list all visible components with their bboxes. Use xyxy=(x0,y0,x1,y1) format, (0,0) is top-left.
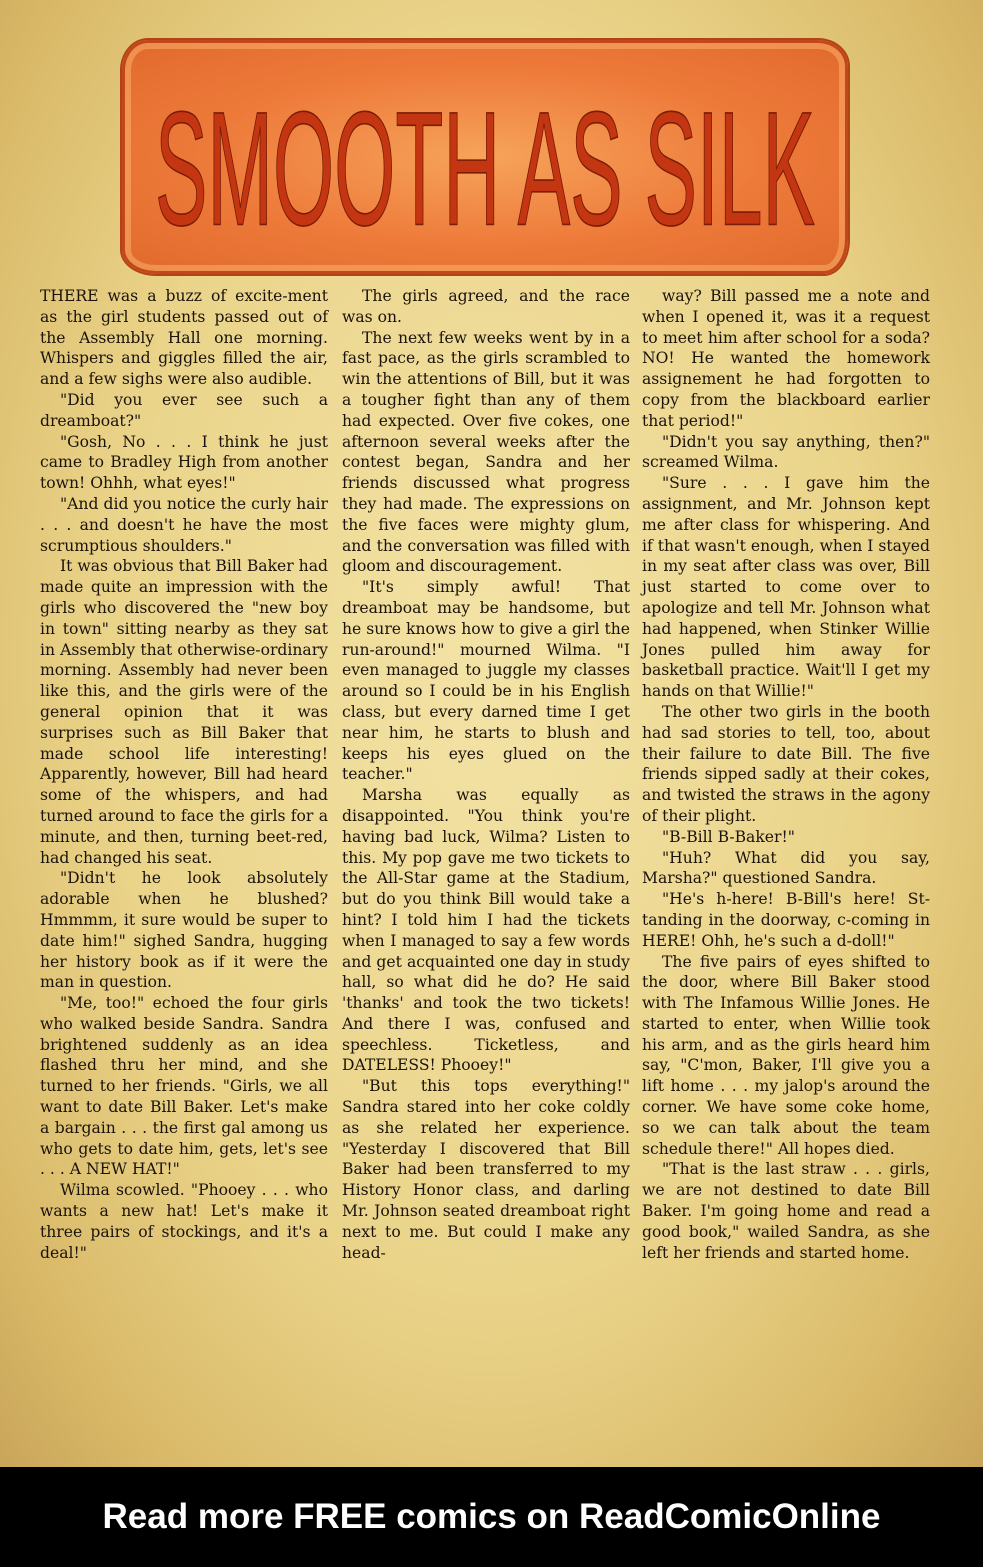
title-banner xyxy=(122,40,848,274)
story-paragraph: The next few weeks went by in a fast pace, as the girls scrambled to win the attentions of Bill, but it was a tougher fight than any of them had expected. Over five cokes, one afternoon several weeks after the contest began, Sandra and her friends discussed what progress they had made. The expressions on the five faces were mighty glum, and the conversation was filled with gloom and discouragement. xyxy=(342,328,630,576)
story-paragraph: "B-Bill B-Baker!" xyxy=(662,827,795,846)
story-paragraph: The other two girls in the booth had sad stories to tell, too, about their failure to date Bill. The five friends sipped sadly at their cokes, and twisted the straws in the agony of their plight. xyxy=(642,702,930,825)
footer-text[interactable]: Read more FREE comics on ReadComicOnline xyxy=(102,1497,881,1536)
story-paragraph: "Gosh, No . . . I think he just came to Bradley High from another town! Ohhh, what eyes!" xyxy=(40,432,328,493)
story-paragraph: way? Bill passed me a note and when I opened it, was it a request to meet him after school for a soda? NO! He wanted the homework assignement he had forgotten to copy from the blackboard earlier that period!" xyxy=(642,287,930,430)
story-paragraph: The girls agreed, and the race was on. xyxy=(342,287,630,326)
story-paragraph: It was obvious that Bill Baker had made quite an impression with the girls who discovered the "new boy in town" sitting nearby as they sat in Assembly that otherwise-ordinary morning. Assembly had never been like this, and the girls were of the general opinion that it was surprises such as Bill Baker that made school life interesting! Apparently, however, Bill had heard some of the whispers, and had turned around to face the girls for a minute, and then, turning beet-red, had changed his seat. xyxy=(40,557,328,867)
story-paragraph: "Did you ever see such a dreamboat?" xyxy=(40,390,328,430)
story-paragraph: "Sure . . . I gave him the assignment, and Mr. Johnson kept me after class for whispering. And if that wasn't enough, when I stayed in my seat after class was over, Bill just started to come over to apologize and tell Mr. Johnson what had happened, when Stinker Willie Jones pulled him away for basketball practice. Wait'll I get my hands on that Willie!" xyxy=(642,474,930,701)
title-banner-art xyxy=(125,43,845,271)
story-paragraph: "That is the last straw . . . girls, we are not destined to date Bill Baker. I'm going home and read a good book," wailed Sandra, as she left her friends and started home. xyxy=(642,1160,930,1262)
text-column-1 xyxy=(40,286,328,1263)
story-paragraph: "Didn't he look absolutely adorable when he blushed? Hmmmm, it sure would be super to date him!" sighed Sandra, hugging her history book as if it were the man in question. xyxy=(40,869,328,992)
story-paragraph: "It's simply awful! That dreamboat may be handsome, but he sure knows how to give a girl the run-around!" mourned Wilma. "I even managed to juggle my classes around so I could be in his English class, but every darned time I get near him, he starts to blush and keeps his eyes glued on the teacher." xyxy=(342,578,630,784)
story-paragraph: "Didn't you say anything, then?" screamed Wilma. xyxy=(642,432,930,472)
story-paragraph: The five pairs of eyes shifted to the door, where Bill Baker stood with The Infamous Willie Jones. He started to enter, when Willie took his arm, and as the girls heard him say, "C'mon, Baker, I'll give you a lift home . . . my jalop's around the corner. We have some coke home, so we can talk about the team schedule there!" All hopes died. xyxy=(642,952,930,1158)
story-paragraph: "Huh? What did you say, Marsha?" questioned Sandra. xyxy=(642,848,930,888)
text-column-2 xyxy=(342,286,630,1263)
story-paragraph: "He's h-here! B-Bill's here! St-tanding in the doorway, c-coming in HERE! Ohh, he's such a d-doll!" xyxy=(642,890,930,950)
story-title: SMOOTH AS SILK xyxy=(154,79,815,260)
story-paragraph: Marsha was equally as disappointed. "You think you're having bad luck, Wilma? Listen to this. My pop gave me two tickets to the All-Star game at the Stadium, but do you think Bill would take a hint? I told him I had the tickets when I managed to say a few words and get acquainted one day in study hall, so what did he do? He said 'thanks' and took the two tickets! And there I was, confused and speechless. Ticketless, and DATELESS! Phooey!" xyxy=(342,786,630,1075)
story-paragraph: "But this tops everything!" Sandra stared into her coke coldly as she related her experience. "Yesterday I discovered that Bill Baker had been transferred to my History Honor class, and darling Mr. Johnson seated dreamboat right next to me. But could I make any head- xyxy=(342,1077,630,1262)
story-paragraph: Wilma scowled. "Phooey . . . who wants a new hat! Let's make it three pairs of stockings, and it's a deal!" xyxy=(40,1181,328,1262)
story-paragraph: THERE was a buzz of excite-ment as the girl students passed out of the Assembly Hall one morning. Whispers and giggles filled the air, and a few sighs were also audible. xyxy=(40,287,328,389)
story-paragraph: "And did you notice the curly hair . . . and doesn't he have the most scrumptious shoulders." xyxy=(40,494,328,555)
promo-footer[interactable] xyxy=(0,1467,983,1567)
text-column-3 xyxy=(642,286,930,1263)
story-paragraph: "Me, too!" echoed the four girls who walked beside Sandra. Sandra brightened suddenly as an idea flashed thru her mind, and she turned to her friends. "Girls, we all want to date Bill Baker. Let's make a bargain . . . the first gal among us who gets to date him, gets, let's see . . . A NEW HAT!" xyxy=(40,994,328,1179)
